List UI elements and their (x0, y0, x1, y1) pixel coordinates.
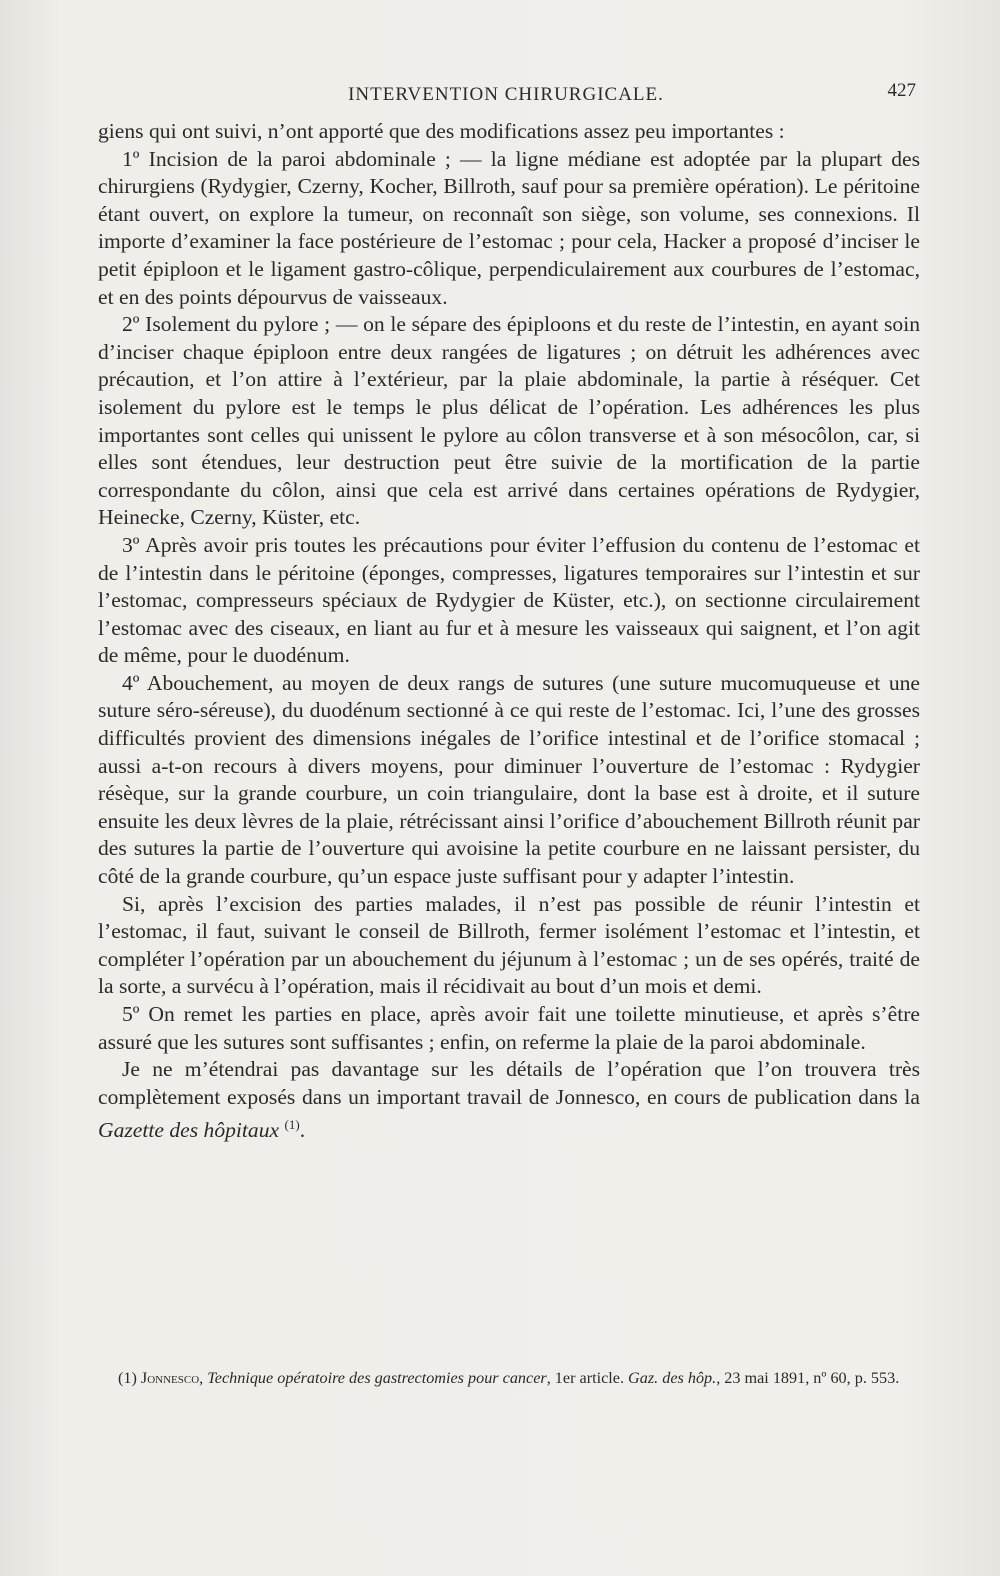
running-title: INTERVENTION CHIRURGICALE. (348, 84, 664, 105)
journal-title: Gazette des hôpitaux (98, 1118, 280, 1143)
page-header (96, 78, 916, 114)
paragraph-step-2: 2º Isolement du pylore ; — on le sépare des épiploons et du reste de l’intestin, en ayant soin d’inciser chaque épiploon entre deux rangées de ligatures ; on détruit les adhérences avec précaution, et l’on attire à l’extérieur, par la plaie abdominale, la partie à réséquer. Cet isolement du pylore est le temps le plus délicat de l’opération. Les adhérences les plus importantes sont celles qui unissent le pylore au côlon transverse et à son mésocôlon, car, si elles sont étendues, leur destruction peut être suivie de la mortification de la partie correspondante du côlon, ainsi que cela est arrivé dans certaines opérations de Rydygier, Heinecke, Czerny, Küster, etc. (98, 312, 920, 530)
paragraph-billroth: Si, après l’excision des parties malades, il n’est pas possible de réunir l’intestin et l’estomac, il faut, suivant le conseil de Billroth, fermer isolément l’estomac et l’intestin, et compléter l’opération par un abouchement du jéjunum à l’estomac ; un de ses opérés, traité de la sorte, a survécu à l’opération, mais il récidivait au bout d’un mois et demi. (98, 891, 920, 999)
conclusion-end: . (299, 1118, 306, 1143)
footnote-1: (1) Jonnesco, Technique opératoire des gastrectomies pour cancer, 1er article. Gaz. des hôp., 23 mai 1891, nº 60, p. 553. (118, 1369, 900, 1387)
paragraph-conclusion (98, 1056, 920, 1145)
paragraph-continuation: giens qui ont suivi, n’ont apporté que des modifications assez peu importantes : (98, 119, 785, 143)
footnote-marker: (1) (118, 1369, 137, 1387)
footnote-rest: , 1er article. (546, 1369, 629, 1387)
page-number: 427 (887, 80, 916, 101)
conclusion-text: Je ne m’étendrai pas davantage sur les détails de l’opération que l’on trouvera très complètement exposés dans un important travail de Jonnesco, en cours de publication dans la (98, 1057, 920, 1109)
paragraph-step-1: 1º Incision de la paroi abdominale ; — la ligne médiane est adoptée par la plupart des chirurgiens (Rydygier, Czerny, Kocher, Billroth, sauf pour sa première opération). Le péritoine étant ouvert, on explore la tumeur, on reconnaît son siège, son volume, ses connexions. Il importe d’examiner la face postérieure de l’estomac ; pour cela, Hacker a proposé d’inciser le petit épiploon et le ligament gastro-côlique, perpendiculairement aux courbures de l’estomac, et en des points dépourvus de vaisseaux. (98, 146, 920, 309)
footnote-author: Jonnesco (140, 1369, 200, 1387)
body-text (98, 118, 920, 1145)
footnote-title: Technique opératoire des gastrectomies pour cancer (207, 1369, 547, 1387)
footnote-journal: Gaz. des hôp. (628, 1369, 717, 1387)
footnote-reference[interactable]: (1) (284, 1117, 300, 1133)
paragraph-step-5: 5º On remet les parties en place, après avoir fait une toilette minutieuse, et après s’être assuré que les sutures sont suffisantes ; enfin, on referme la plaie de la paroi abdominale. (98, 1002, 920, 1054)
footnote-details: , 23 mai 1891, nº 60, p. 553. (716, 1369, 900, 1387)
footnotes (118, 1368, 926, 1389)
paragraph-step-4: 4º Abouchement, au moyen de deux rangs de sutures (une suture mucomuqueuse et une suture séro-séreuse), du duodénum sectionné à ce qui reste de l’estomac. Ici, l’une des grosses difficultés provient des dimensions inégales de l’orifice intestinal et de l’orifice stomacal ; aussi a-t-on recours à divers moyens, pour diminuer l’ouverture de l’estomac : Rydygier résèque, sur la grande courbure, un coin triangulaire, dont la base est à droite, et il suture ensuite les deux lèvres de la plaie, rétrécissant ainsi l’orifice d’abouchement Billroth réunit par des sutures la partie de l’ouverture qui avoisine la petite courbure en ne laissant persister, du côté de la grande courbure, qu’un espace juste suffisant pour y adapter l’intestin. (98, 670, 920, 889)
paragraph-step-3: 3º Après avoir pris toutes les précautions pour éviter l’effusion du contenu de l’estomac et de l’intestin dans le péritoine (éponges, compresses, ligatures temporaires sur l’intestin et sur l’estomac, compresseurs spéciaux de Rydygier de Küster, etc.), on sectionne circulairement l’estomac avec des ciseaux, en liant au fur et à mesure les vaisseaux qui saignent, et l’on agit de même, pour le duodénum. (98, 532, 920, 668)
